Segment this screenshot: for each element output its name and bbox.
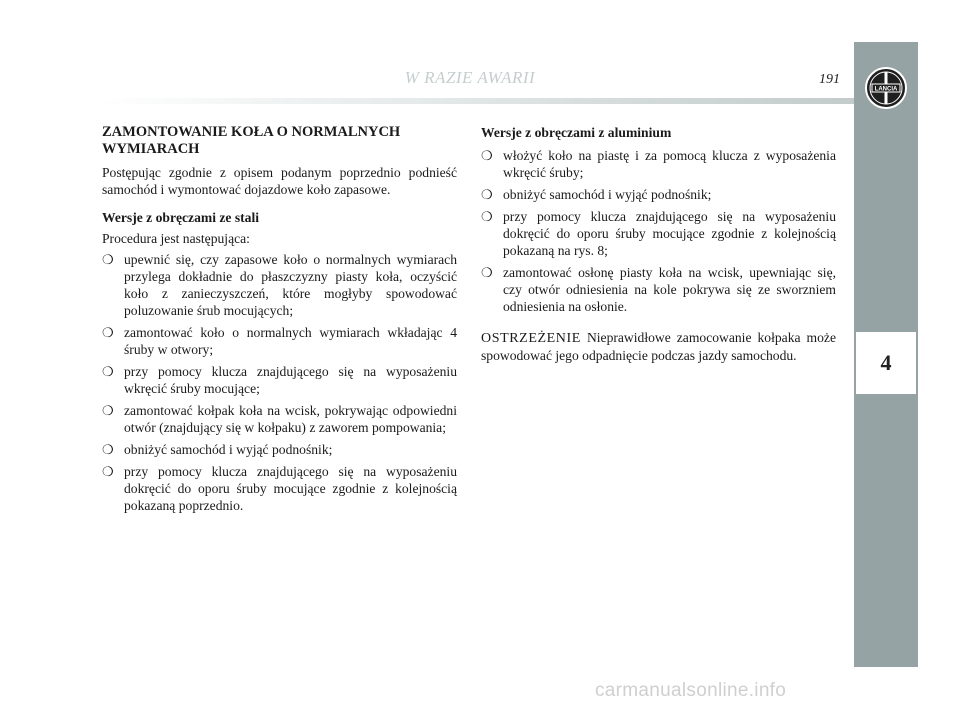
chapter-number: 4	[880, 350, 892, 375]
header-rule	[100, 98, 854, 104]
section-heading: ZAMONTOWANIE KOŁA O NORMALNYCH WYMIARACH	[102, 124, 401, 157]
warning-note	[481, 329, 836, 364]
bullet-icon: ❍	[481, 209, 493, 224]
bullet-icon: ❍	[102, 464, 114, 479]
bullet-icon: ❍	[102, 364, 114, 379]
intro-paragraph: Postępując zgodnie z opisem podanym poprzednio podnieść samochód i wymontować dojazdowe koło zapasowe.	[102, 165, 457, 197]
bullet-icon: ❍	[481, 265, 493, 280]
list-item: ❍ obniżyć samochód i wyjąć podnośnik;	[102, 442, 333, 457]
aluminium-rims-steps	[481, 147, 836, 315]
list-item: ❍ obniżyć samochód i wyjąć podnośnik;	[481, 187, 712, 202]
procedure-intro: Procedura jest następująca:	[102, 231, 250, 246]
steel-rims-steps	[102, 251, 457, 514]
lancia-logo-icon	[864, 66, 908, 110]
warning-label: OSTRZEŻENIE	[481, 331, 581, 346]
logo-text: LANCIA	[874, 86, 898, 93]
chapter-tab	[856, 332, 916, 394]
left-column	[102, 124, 457, 519]
list-item: ❍ zamontować koło o normalnych wymiarach wkładając 4 śruby w otwory;	[102, 325, 457, 357]
page-number: 191	[819, 72, 840, 87]
list-item: ❍ przy pomocy klucza znajdującego się na wyposażeniu wkręcić śruby mocujące;	[102, 364, 457, 396]
bullet-icon: ❍	[481, 187, 493, 202]
list-item: ❍ upewnić się, czy zapasowe koło o normalnych wymiarach przylega dokładnie do płaszczyzny piasty koła, oczyścić koło z zanieczyszczeń, które mogłyby spowodować poluzowanie śrub mocujących;	[102, 252, 457, 318]
aluminium-rims-subheading: Wersje z obręczami z aluminium	[481, 125, 672, 140]
list-item: ❍ przy pomocy klucza znajdującego się na wyposażeniu dokręcić do oporu śruby mocujące zgodnie z kolejnością pokazaną poprzednio.	[102, 464, 457, 513]
watermark: carmanualsonline.info	[595, 680, 787, 701]
bullet-icon: ❍	[102, 403, 114, 418]
list-item: ❍ przy pomocy klucza znajdującego się na wyposażeniu dokręcić do oporu śruby mocujące zgodnie z kolejnością pokazaną na rys. 8;	[481, 209, 836, 258]
bullet-icon: ❍	[102, 442, 114, 457]
list-item: ❍ zamontować kołpak koła na wcisk, pokrywając odpowiedni otwór (znajdujący się w kołpaku) z zaworem pompowania;	[102, 403, 457, 435]
bullet-icon: ❍	[102, 325, 114, 340]
steel-rims-subheading: Wersje z obręczami ze stali	[102, 210, 260, 225]
bullet-icon: ❍	[102, 252, 114, 267]
section-title: W RAZIE AWARII	[404, 68, 536, 87]
warning-text: Nieprawidłowe zamocowanie kołpaka może spowodować jego odpadnięcie podczas jazdy samochodu.	[481, 330, 836, 363]
bullet-icon: ❍	[481, 148, 493, 163]
list-item: ❍ zamontować osłonę piasty koła na wcisk, upewniając się, czy otwór odniesienia na kole pokrywa się ze sworzniem odniesienia na osłonie.	[481, 265, 836, 314]
list-item: ❍ włożyć koło na piastę i za pomocą klucza z wyposażenia wkręcić śruby;	[481, 148, 836, 180]
right-column	[481, 124, 836, 375]
